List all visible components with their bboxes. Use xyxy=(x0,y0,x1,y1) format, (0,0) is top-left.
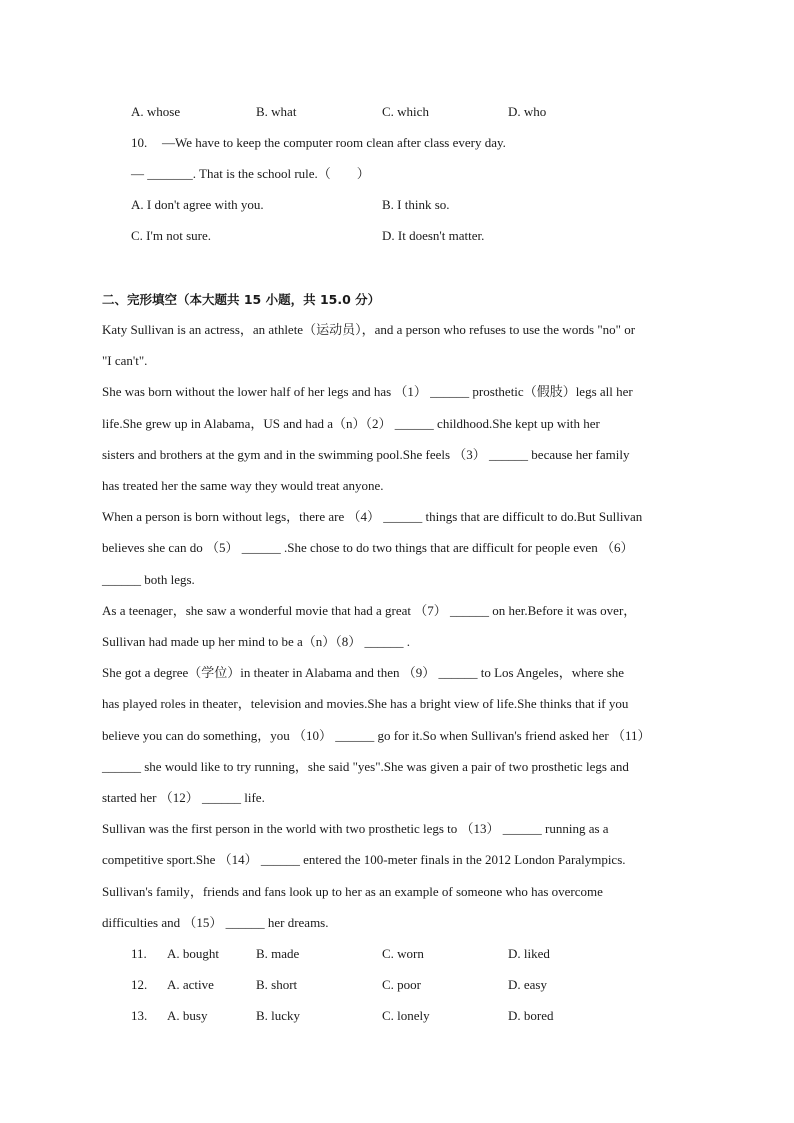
q11-option-a: A. bought xyxy=(167,946,220,961)
q13-number: 13. xyxy=(131,1008,148,1023)
q10-option-b: B. I think so. xyxy=(382,197,450,212)
q10-option-c: C. I'm not sure. xyxy=(131,228,211,243)
q11-option-d: D. liked xyxy=(508,946,550,961)
q11-option-b: B. made xyxy=(256,946,300,961)
passage-line: She was born without the lower half of her legs and has （1） ______ prosthetic（假肢）legs all her xyxy=(102,384,633,399)
q10-prompt: —We have to keep the computer room clean after class every day. xyxy=(162,135,506,150)
passage-line: difficulties and （15） ______ her dreams. xyxy=(102,915,329,930)
q13-option-b: B. lucky xyxy=(256,1008,301,1023)
passage-line: Sullivan's family，friends and fans look up to her as an example of someone who has overcome xyxy=(102,884,603,899)
passage-line: believe you can do something，you （10） ______ go for it.So when Sullivan's friend asked her （11） xyxy=(102,728,651,743)
passage-line: has treated her the same way they would treat anyone. xyxy=(102,478,384,493)
passage-line: life.She grew up in Alabama，US and had a（n）（2） ______ childhood.She kept up with her xyxy=(102,416,600,431)
passage-line: Sullivan had made up her mind to be a（n）（8） ______ . xyxy=(102,634,410,649)
passage-line: When a person is born without legs，there are （4） ______ things that are difficult to do.But Sullivan xyxy=(102,509,643,524)
q12-number: 12. xyxy=(131,977,148,992)
q13-option-d: D. bored xyxy=(508,1008,554,1023)
q13-option-a: A. busy xyxy=(167,1008,208,1023)
q12-option-d: D. easy xyxy=(508,977,547,992)
q9-option-b: B. what xyxy=(256,104,297,119)
q9-option-d: D. who xyxy=(508,104,547,119)
passage-line: As a teenager，she saw a wonderful movie that had a great （7） ______ on her.Before it was over， xyxy=(102,603,637,618)
q11-number: 11. xyxy=(131,946,147,961)
q9-option-a: A. whose xyxy=(131,104,181,119)
passage-line: competitive sport.She （14） ______ entered the 100-meter finals in the 2012 London Paralympics. xyxy=(102,852,626,867)
q10-number: 10. xyxy=(131,135,148,150)
q10-option-d: D. It doesn't matter. xyxy=(382,228,485,243)
passage-line: ______ she would like to try running，she said "yes".She was given a pair of two prosthetic legs and xyxy=(102,759,629,774)
passage-line: started her （12） ______ life. xyxy=(102,790,265,805)
q11-option-c: C. worn xyxy=(382,946,424,961)
q10-option-a: A. I don't agree with you. xyxy=(131,197,264,212)
passage-line: believes she can do （5） ______ .She chose to do two things that are difficult for people even （6） xyxy=(102,540,634,555)
q10-reply: — _______. That is the school rule.（ ） xyxy=(131,166,370,181)
passage-line: Katy Sullivan is an actress，an athlete（运动员），and a person who refuses to use the words "no" or xyxy=(102,322,636,337)
passage-line: sisters and brothers at the gym and in the swimming pool.She feels （3） ______ because her family xyxy=(102,447,630,462)
q9-option-c: C. which xyxy=(382,104,429,119)
passage-line: has played roles in theater，television and movies.She has a bright view of life.She thinks that if you xyxy=(102,696,629,711)
q12-option-b: B. short xyxy=(256,977,298,992)
passage-line: "I can't". xyxy=(102,353,148,368)
passage-line: Sullivan was the first person in the world with two prosthetic legs to （13） ______ running as a xyxy=(102,821,609,836)
passage-line: She got a degree（学位）in theater in Alabama and then （9） ______ to Los Angeles，where she xyxy=(102,665,625,680)
passage-line: ______ both legs. xyxy=(102,572,195,587)
q12-option-c: C. poor xyxy=(382,977,422,992)
section-title: 二、完形填空（本大题共 15 小题，共 15.0 分） xyxy=(102,292,381,307)
q13-option-c: C. lonely xyxy=(382,1008,430,1023)
q12-option-a: A. active xyxy=(167,977,214,992)
